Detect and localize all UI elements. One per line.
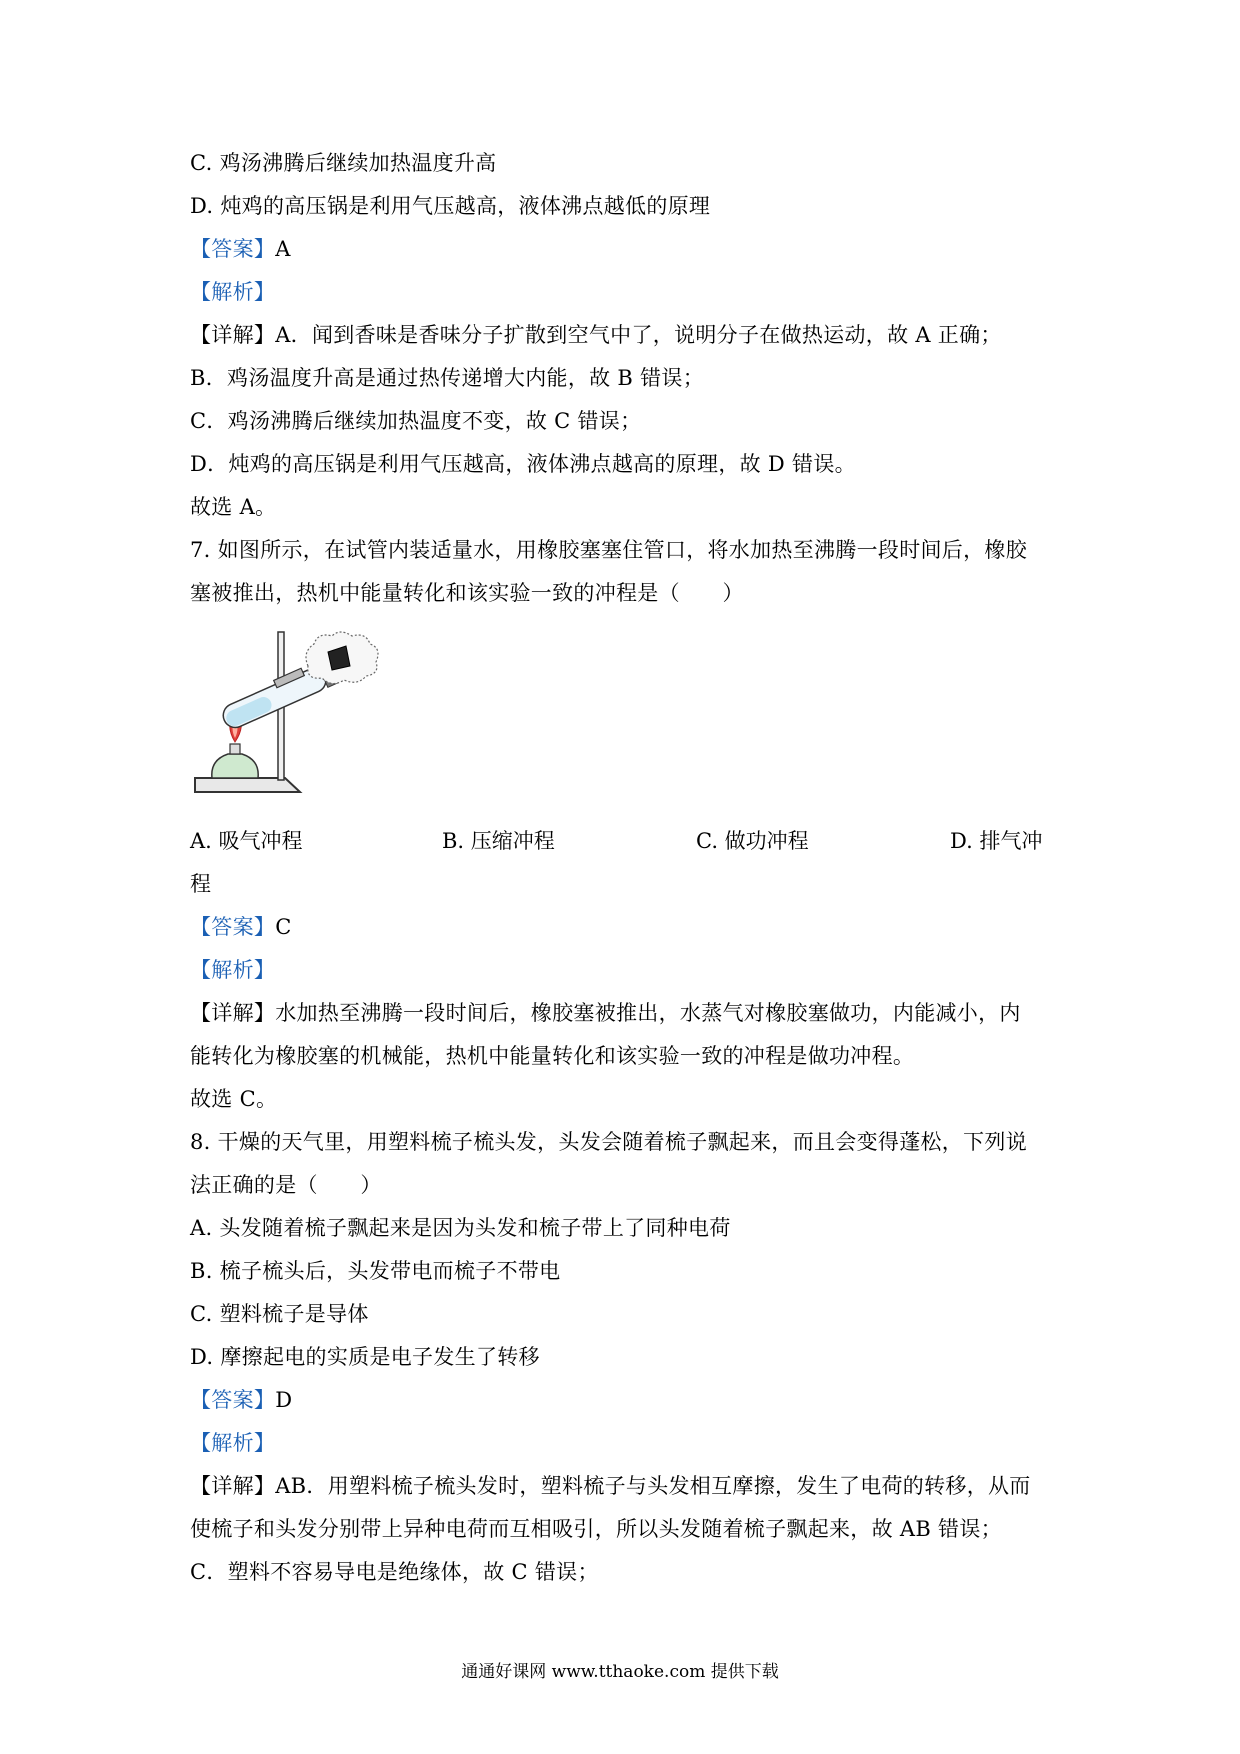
q6-conclusion: 故选 A。 xyxy=(190,495,277,519)
q8-option-d: D. 摩擦起电的实质是电子发生了转移 xyxy=(190,1345,540,1369)
q8-stem-line-1: 8. 干燥的天气里，用塑料梳子梳头发，头发会随着梳子飘起来，而且会变得蓬松，下列说 xyxy=(190,1130,1028,1154)
q6-detail-line-2: B．鸡汤温度升高是通过热传递增大内能，故 B 错误； xyxy=(190,366,705,390)
q8-analysis xyxy=(190,1428,1060,1458)
q7-option-d: D. 排气冲 xyxy=(950,829,1043,853)
q7-options-row xyxy=(190,826,1060,856)
q8-option-c: C. 塑料梳子是导体 xyxy=(190,1302,369,1326)
q6-option-d: D. 炖鸡的高压锅是利用气压越高，液体沸点越低的原理 xyxy=(190,194,711,218)
q7-option-d-wrap: 程 xyxy=(190,872,212,896)
q7-detail-line-2: 能转化为橡胶塞的机械能，热机中能量转化和该实验一致的冲程是做功冲程。 xyxy=(190,1044,915,1068)
detail-text: A．闻到香味是香味分子扩散到空气中了，说明分子在做热运动，故 A 正确； xyxy=(275,323,1002,347)
q6-detail-line-4: D．炖鸡的高压锅是利用气压越高，液体沸点越高的原理，故 D 错误。 xyxy=(190,452,856,476)
analysis-tag: 【解析】 xyxy=(190,280,276,304)
q7-conclusion: 故选 C。 xyxy=(190,1087,278,1111)
q7-option-a: A. 吸气冲程 xyxy=(190,829,303,853)
answer-tag: 【答案】 xyxy=(190,915,276,939)
q8-detail-line-3: C．塑料不容易导电是绝缘体，故 C 错误； xyxy=(190,1560,599,1584)
q8-answer xyxy=(190,1385,1060,1415)
q8-option-b: B. 梳子梳头后，头发带电而梳子不带电 xyxy=(190,1259,561,1283)
q7-stem-line-2: 塞被推出，热机中能量转化和该实验一致的冲程是（ ） xyxy=(190,581,744,605)
q7-analysis xyxy=(190,955,1060,985)
q6-answer xyxy=(190,234,1060,264)
detail-tag: 【详解】 xyxy=(190,1474,276,1498)
test-tube-experiment-figure xyxy=(190,630,400,805)
analysis-tag: 【解析】 xyxy=(190,958,276,982)
detail-text: 水加热至沸腾一段时间后，橡胶塞被推出，水蒸气对橡胶塞做功，内能减小，内 xyxy=(275,1001,1021,1025)
lamp-wick-holder xyxy=(230,744,240,754)
answer-value: C xyxy=(275,915,292,939)
analysis-tag: 【解析】 xyxy=(190,1431,276,1455)
q8-detail-line-2: 使梳子和头发分别带上异种电荷而互相吸引，所以头发随着梳子飘起来，故 AB 错误； xyxy=(190,1517,1002,1541)
answer-value: A xyxy=(275,237,291,261)
answer-tag: 【答案】 xyxy=(190,1388,276,1412)
q6-option-c: C. 鸡汤沸腾后继续加热温度升高 xyxy=(190,151,497,175)
q6-analysis xyxy=(190,277,1060,307)
q7-option-c: C. 做功冲程 xyxy=(696,829,809,853)
detail-tag: 【详解】 xyxy=(190,1001,276,1025)
alcohol-lamp xyxy=(212,754,258,778)
q7-detail-line-1 xyxy=(190,998,1060,1028)
q8-stem-line-2: 法正确的是（ ） xyxy=(190,1173,382,1197)
q6-detail-line-1 xyxy=(190,320,1060,350)
detail-text: AB．用塑料梳子梳头发时，塑料梳子与头发相互摩擦，发生了电荷的转移，从而 xyxy=(275,1474,1031,1498)
q7-option-b: B. 压缩冲程 xyxy=(442,829,555,853)
q8-option-a: A. 头发随着梳子飘起来是因为头发和梳子带上了同种电荷 xyxy=(190,1216,731,1240)
q8-detail-line-1 xyxy=(190,1471,1060,1501)
q7-answer xyxy=(190,912,1060,942)
page-footer: 通通好课网 www.tthaoke.com 提供下载 xyxy=(461,1662,779,1682)
answer-value: D xyxy=(275,1388,293,1412)
q6-detail-line-3: C．鸡汤沸腾后继续加热温度不变，故 C 错误； xyxy=(190,409,642,433)
detail-tag: 【详解】 xyxy=(190,323,276,347)
q7-stem-line-1: 7. 如图所示，在试管内装适量水，用橡胶塞塞住管口，将水加热至沸腾一段时间后，橡胶 xyxy=(190,538,1028,562)
answer-tag: 【答案】 xyxy=(190,237,276,261)
